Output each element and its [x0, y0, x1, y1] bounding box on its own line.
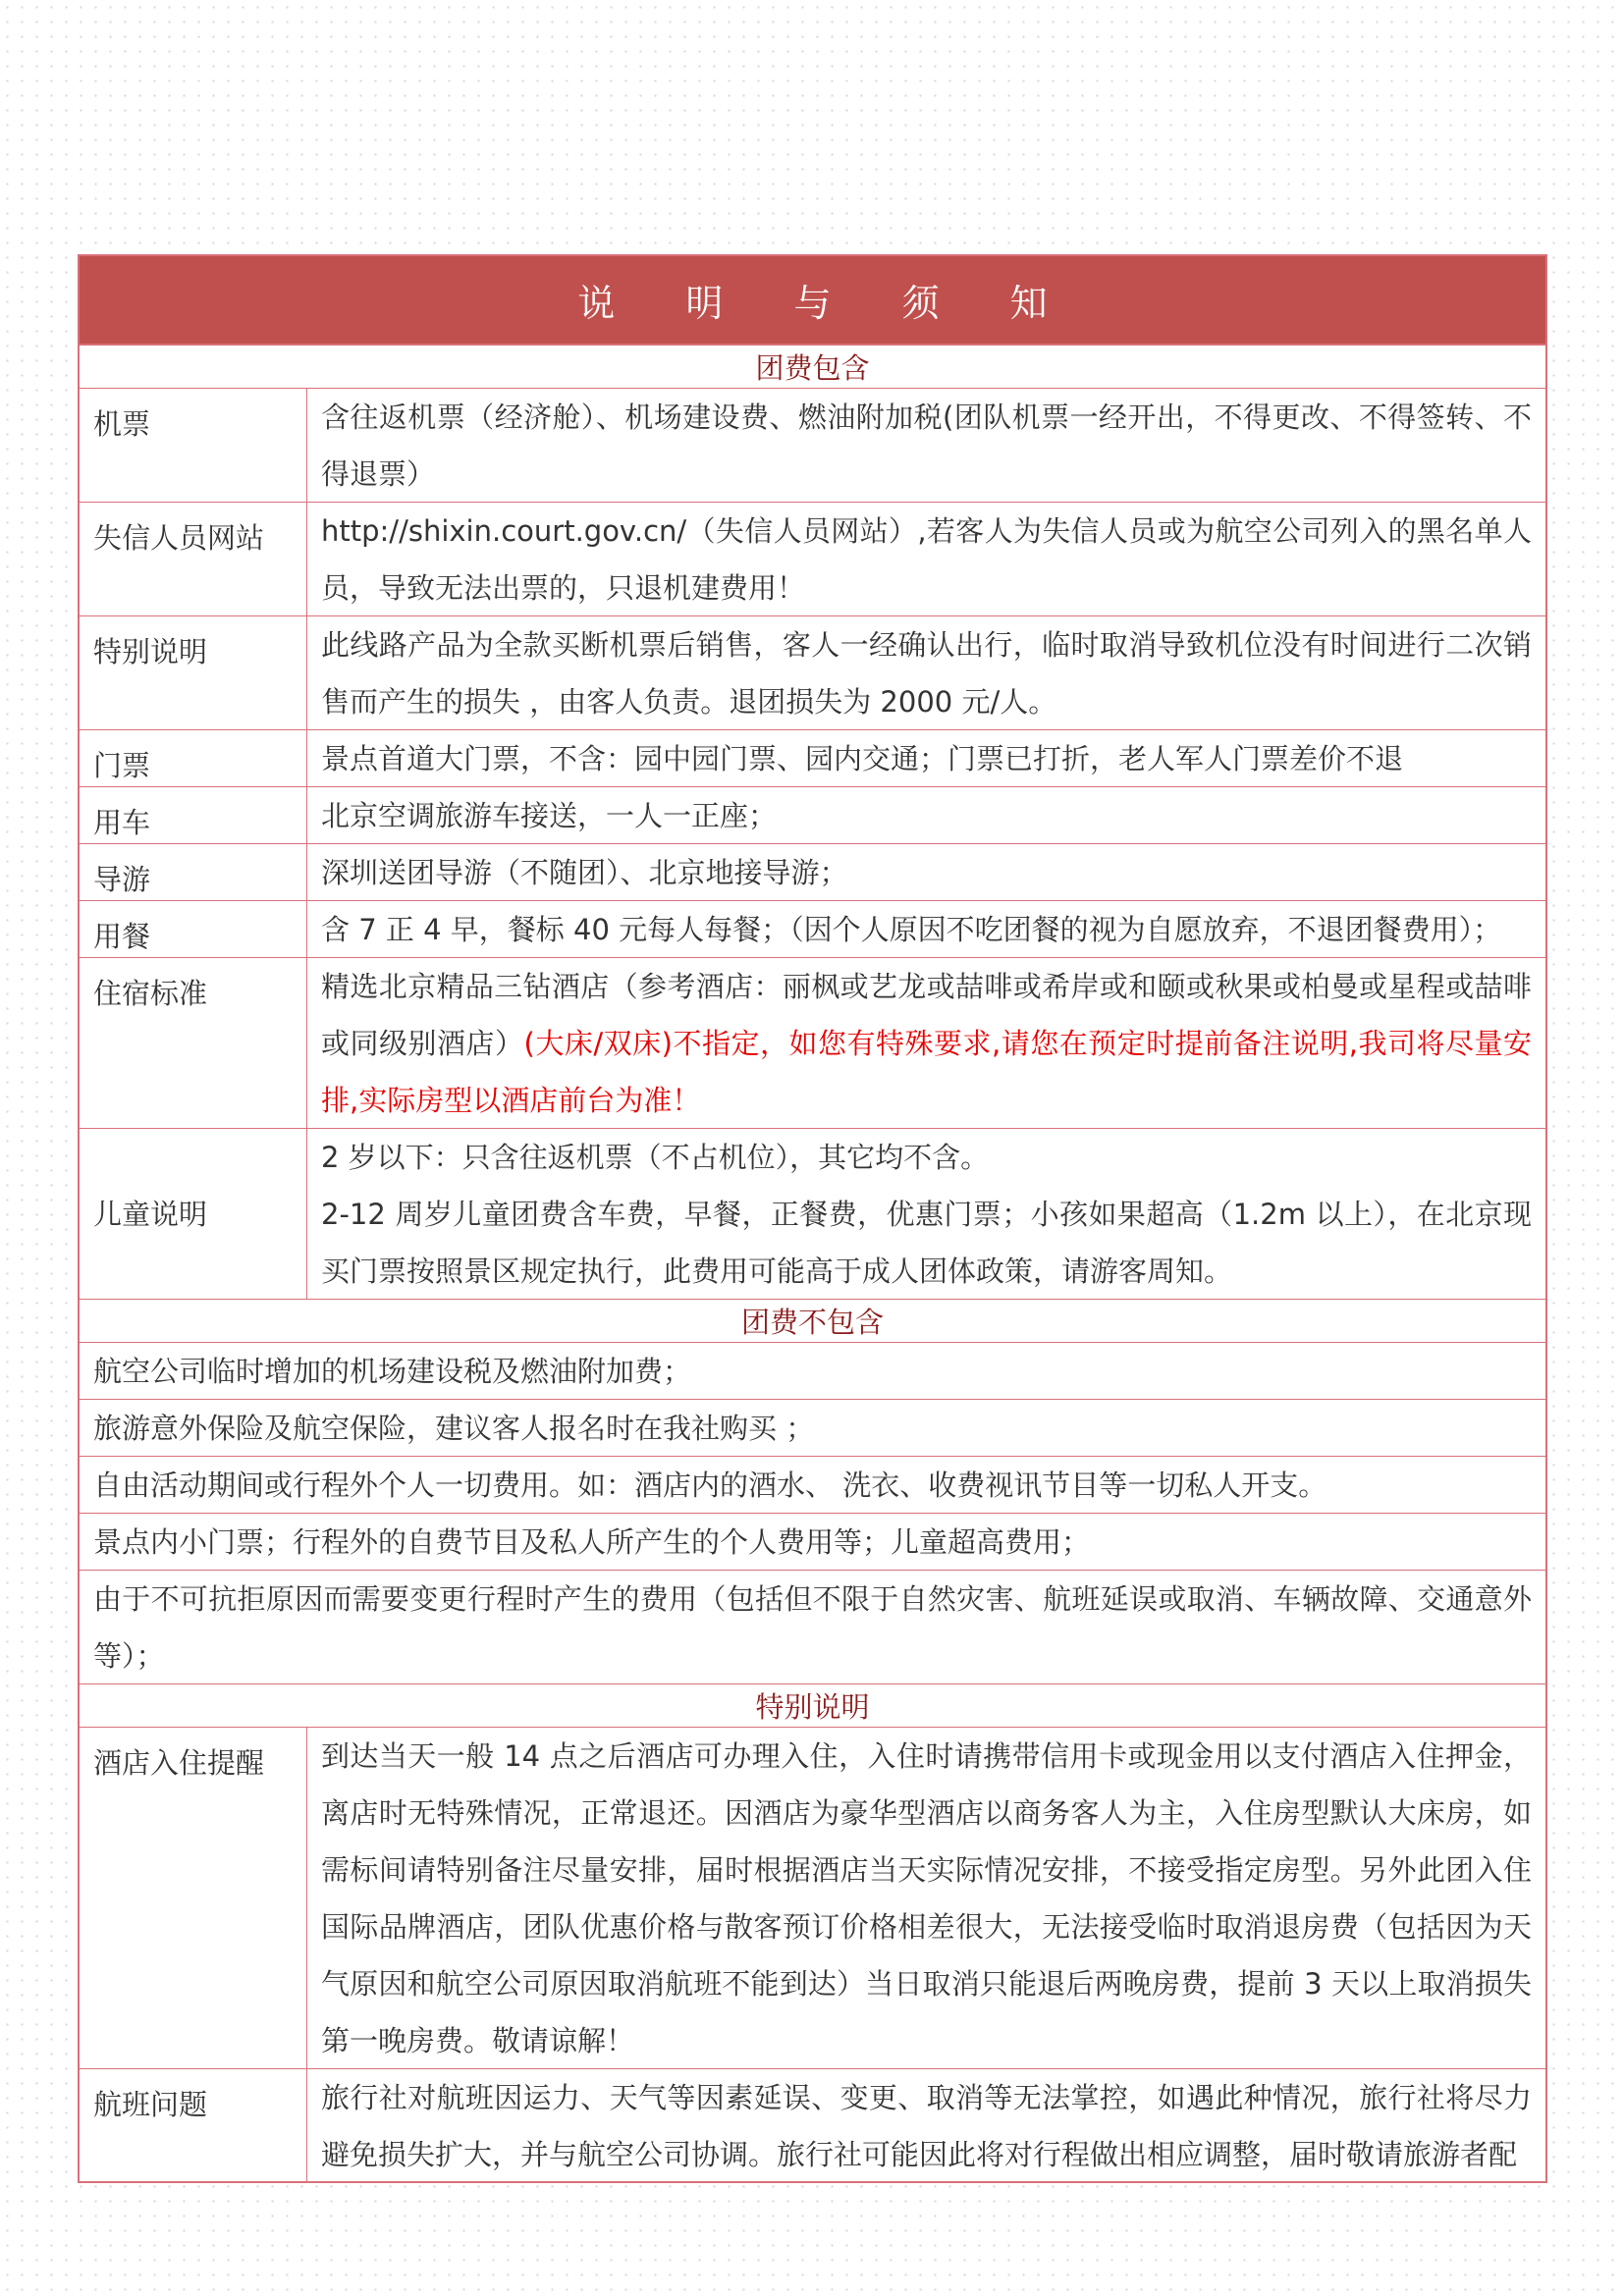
row-label: 机票	[80, 389, 307, 502]
item-text: 由于不可抗拒原因而需要变更行程时产生的费用（包括但不限于自然灾害、航班延误或取消、车辆故障、交通意外等）；	[93, 1582, 1532, 1673]
content-line: 2-12 周岁儿童团费含车费，早餐，正餐费，优惠门票；小孩如果超高（1.2m 以上），在北京现买门票按照景区规定执行，此费用可能高于成人团体政策，请游客周知。	[321, 1198, 1532, 1288]
section-heading-special: 特别说明	[80, 1684, 1545, 1728]
item-text: 景点内小门票；行程外的自费节目及私人所产生的个人费用等；儿童超高费用；	[93, 1525, 1091, 1559]
table-row	[80, 730, 1545, 787]
table-row	[80, 901, 1545, 958]
row-content: http://shixin.court.gov.cn/（失信人员网站）,若客人为失信人员或为航空公司列入的黑名单人员，导致无法出票的，只退机建费用！	[321, 514, 1532, 605]
table-row	[80, 1728, 1545, 2069]
row-content	[307, 958, 1545, 1128]
table-row	[80, 1129, 1545, 1300]
row-label: 特别说明	[80, 616, 307, 729]
row-content: 北京空调旅游车接送，一人一正座；	[321, 799, 778, 832]
table-row	[80, 616, 1545, 730]
row-content: 深圳送团导游（不随团）、北京地接导游；	[321, 856, 848, 889]
table-row	[80, 2069, 1545, 2181]
row-content: 旅行社对航班因运力、天气等因素延误、变更、取消等无法掌控，如遇此种情况，旅行社将尽力避免损失扩大，并与航空公司协调。旅行社可能因此将对行程做出相应调整，届时敬请旅游者配	[321, 2081, 1532, 2171]
notice-table	[78, 254, 1547, 2183]
row-label: 门票	[80, 730, 307, 786]
list-item	[80, 1343, 1545, 1400]
row-label: 用餐	[80, 901, 307, 957]
table-row	[80, 958, 1545, 1129]
row-content: 此线路产品为全款买断机票后销售，客人一经确认出行，临时取消导致机位没有时间进行二次销售而产生的损失 ，由客人负责。退团损失为 2000 元/人。	[321, 628, 1532, 719]
row-content: 到达当天一般 14 点之后酒店可办理入住，入住时请携带信用卡或现金用以支付酒店入住押金，离店时无特殊情况，正常退还。因酒店为豪华型酒店以商务客人为主，入住房型默认大床房，如需标间请特别备注尽量安排，届时根据酒店当天实际情况安排，不接受指定房型。另外此团入住国际品牌酒店，团队优惠价格与散客预订价格相差很大，无法接受临时取消退房费（包括因为天气原因和航空公司原因取消航班不能到达）当日取消只能退后两晚房费，提前 3 天以上取消损失第一晚房费。敬请谅解！	[321, 1739, 1532, 2057]
item-text: 自由活动期间或行程外个人一切费用。如：酒店内的酒水、 洗衣、收费视讯节目等一切私人开支。	[93, 1468, 1327, 1502]
table-row	[80, 844, 1545, 901]
list-item	[80, 1514, 1545, 1571]
row-content: 含往返机票（经济舱）、机场建设费、燃油附加税(团队机票一经开出，不得更改、不得签转、不得退票）	[321, 400, 1532, 491]
table-title: 说 明 与 须 知	[80, 256, 1545, 346]
row-label: 酒店入住提醒	[80, 1728, 307, 2068]
table-row	[80, 503, 1545, 616]
section-heading-included: 团费包含	[80, 346, 1545, 389]
highlight-note: (大床/双床)不指定，如您有特殊要求,请您在预定时提前备注说明,我司将尽量安排,实际房型以酒店前台为准！	[321, 1027, 1532, 1117]
row-label: 住宿标准	[80, 958, 307, 1128]
row-label: 失信人员网站	[80, 503, 307, 615]
list-item	[80, 1571, 1545, 1684]
list-item	[80, 1400, 1545, 1457]
row-content: 景点首道大门票，不含：园中园门票、园内交通；门票已打折，老人军人门票差价不退	[321, 742, 1404, 775]
content-line: 2 岁以下：只含往返机票（不占机位），其它均不含。	[321, 1141, 990, 1174]
row-label: 用车	[80, 787, 307, 843]
row-content-text: 精选北京精品三钻酒店（参考酒店：丽枫或艺龙或喆啡或希岸或和颐或秋果或柏曼或星程或喆啡或同级别酒店）	[321, 970, 1532, 1060]
table-row	[80, 389, 1545, 503]
row-content: 含 7 正 4 早，餐标 40 元每人每餐；（因个人原因不吃团餐的视为自愿放弃，不退团餐费用）；	[321, 913, 1502, 946]
row-label: 航班问题	[80, 2069, 307, 2181]
table-row	[80, 787, 1545, 844]
item-text: 旅游意外保险及航空保险，建议客人报名时在我社购买 ；	[93, 1412, 815, 1445]
list-item	[80, 1457, 1545, 1514]
section-heading-excluded: 团费不包含	[80, 1300, 1545, 1343]
row-content	[307, 1129, 1545, 1299]
item-text: 航空公司临时增加的机场建设税及燃油附加费；	[93, 1355, 692, 1388]
row-label: 导游	[80, 844, 307, 900]
row-label: 儿童说明	[80, 1129, 307, 1299]
